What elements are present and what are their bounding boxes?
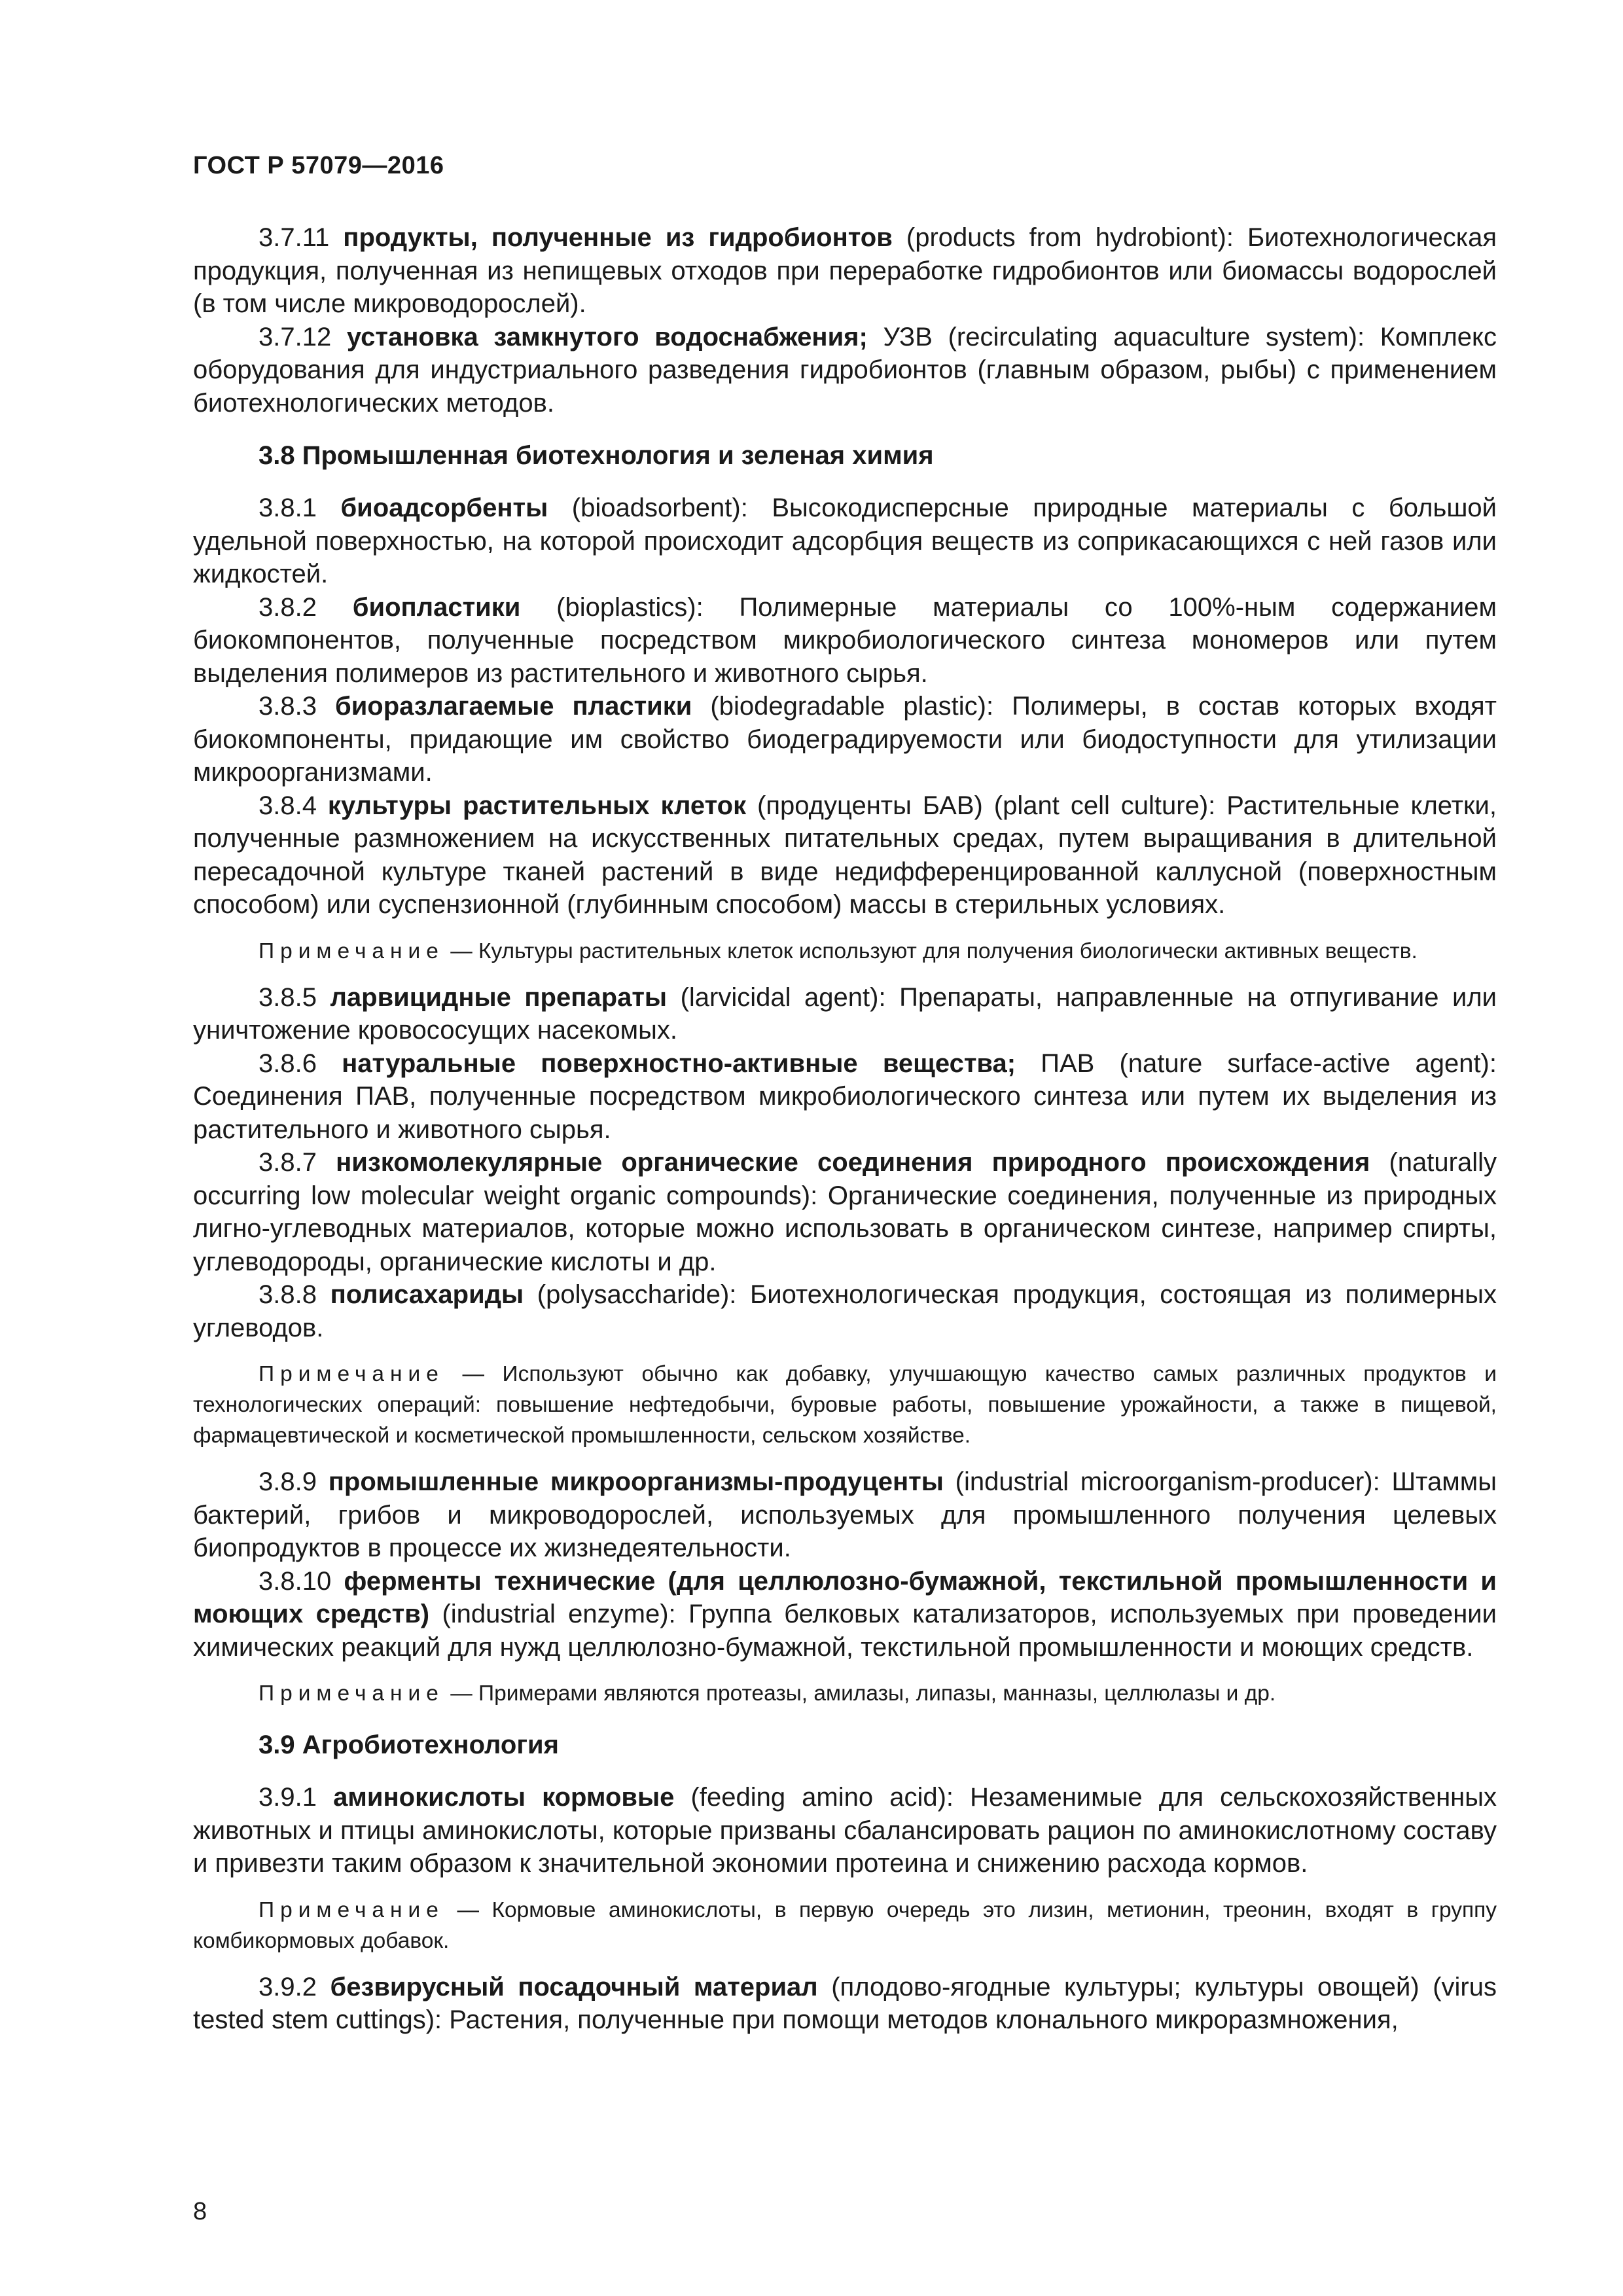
term-3-8-7: 3.8.7 низкомолекулярные органические соединения природного происхождения (naturally occurring low molecular weight organic compounds): Органические соединения, полученные из природных лигно-углеводных материалов, которые можно использовать в органическом синтезе, например спирты, углеводороды, органические кислоты и др. (193, 1148, 1497, 1276)
term-title: полисахариды (330, 1280, 524, 1309)
term-3-8-2: 3.8.2 биопластики (bioplastics): Полимерные материалы со 100%-ным содержанием биокомпонентов, полученные посредством микробиологического синтеза мономеров или путем выделения полимеров из растительного и животного сырья. (193, 592, 1497, 688)
note-label: Примечание (259, 939, 444, 963)
term-title: продукты, полученные из гидробионтов (343, 223, 893, 252)
term-title: аминокислоты кормовые (333, 1783, 675, 1812)
note-label: Примечание (259, 1362, 444, 1386)
term-3-8-6: 3.8.6 натуральные поверхностно-активные вещества; ПАВ (nature surface-active agent): Соединения ПАВ, полученные посредством микробиологического синтеза или путем их выделения из растительного и животного сырья. (193, 1049, 1497, 1144)
term-3-9-2: 3.9.2 безвирусный посадочный материал (плодово-ягодные культуры; культуры овощей) (virus tested stem cuttings): Растения, полученные при помощи методов клонального микроразмножения, (193, 1972, 1497, 2034)
term-title: безвирусный посадочный материал (330, 1972, 818, 2001)
page-number: 8 (193, 2198, 207, 2225)
note-3-8-10: Примечание — Примерами являются протеазы, амилазы, липазы, манназы, целлюлазы и др. (259, 1681, 1276, 1706)
note-3-8-8: Примечание — Используют обычно как добавку, улучшающую качество самых различных продуктов и технологических операций: повышение нефтедобычи, буровые работы, повышение урожайности, а также в пищевой, фармацевтической и косметической промышленности, сельском хозяйстве. (193, 1362, 1497, 1448)
term-3-9-1: 3.9.1 аминокислоты кормовые (feeding amino acid): Незаменимые для сельскохозяйственных животных и птицы аминокислоты, которые призваны сбалансировать рацион по аминокислотному составу и привезти таким образом к значительной экономии протеина и снижению расхода кормов. (193, 1783, 1497, 1878)
term-3-8-3: 3.8.3 биоразлагаемые пластики (biodegradable plastic): Полимеры, в состав которых входят биокомпоненты, придающие им свойство биодеградируемости или биодоступности для утилизации микроорганизмами. (193, 692, 1497, 787)
term-3-8-10: 3.8.10 ферменты технические (для целлюлозно-бумажной, текстильной промышленности и моющих средств) (industrial enzyme): Группа белковых катализаторов, используемых при проведении химических реакций для нужд целлюлозно-бумажной, текстильной промышленности и моющих средств. (193, 1566, 1497, 1662)
term-title: промышленные микроорганизмы-продуценты (328, 1467, 944, 1496)
term-title: ларвицидные препараты (330, 982, 668, 1012)
term-title: натуральные поверхностно-активные вещества; (342, 1049, 1016, 1078)
term-title: ферменты технические (для целлюлозно-бумажной, текстильной промышленности и моющих средств) (193, 1566, 1497, 1628)
term-3-8-4: 3.8.4 культуры растительных клеток (продуценты БАВ) (plant cell culture): Растительные клетки, полученные размножением на искусственных питательных средах, путем выращивания в длительной пересадочной культуре тканей растений в виде недифференцированной каллусной (поверхностным способом) или суспензионной (глубинным способом) массы в стерильных условиях. (193, 791, 1497, 919)
term-title: биоразлагаемые пластики (334, 692, 692, 721)
term-3-8-9: 3.8.9 промышленные микроорганизмы-продуценты (industrial microorganism-producer): Штаммы бактерий, грибов и микроводорослей, используемых для промышленного получения целевых биопродуктов в процессе их жизнедеятельности. (193, 1467, 1497, 1562)
note-label: Примечание (259, 1681, 444, 1706)
section-heading-3-9: 3.9 Агробиотехнология (259, 1731, 559, 1759)
section-heading-3-8: 3.8 Промышленная биотехнология и зеленая химия (259, 441, 934, 470)
term-title: биопластики (352, 592, 521, 622)
term-title: установка замкнутого водоснабжения; (346, 322, 868, 351)
term-title: культуры растительных клеток (327, 791, 747, 820)
note-3-8-4: Примечание — Культуры растительных клеток используют для получения биологически активных веществ. (259, 939, 1418, 963)
term-3-8-5: 3.8.5 ларвицидные препараты (larvicidal agent): Препараты, направленные на отпугивание или уничтожение кровососущих насекомых. (193, 982, 1497, 1045)
document-body (193, 221, 1497, 2037)
term-title: биоадсорбенты (340, 493, 548, 522)
document-code-header: ГОСТ Р 57079—2016 (193, 152, 444, 179)
term-3-8-1: 3.8.1 биоадсорбенты (bioadsorbent): Высокодисперсные природные материалы с большой удельной поверхностью, на которой происходит адсорбция веществ из соприкасающихся с ней газов или жидкостей. (193, 493, 1497, 588)
note-3-9-1: Примечание — Кормовые аминокислоты, в первую очередь это лизин, метионин, треонин, входят в группу комбикормовых добавок. (193, 1897, 1497, 1953)
term-3-8-8: 3.8.8 полисахариды (polysaccharide): Биотехнологическая продукция, состоящая из полимерных углеводов. (193, 1280, 1497, 1342)
term-3-7-12: 3.7.12 установка замкнутого водоснабжения; УЗВ (recirculating aquaculture system): Комплекс оборудования для индустриального разведения гидробионтов (главным образом, рыбы) с применением биотехнологических методов. (193, 322, 1497, 418)
note-label: Примечание (259, 1897, 444, 1922)
term-title: низкомолекулярные органические соединения природного происхождения (336, 1148, 1370, 1177)
term-3-7-11: 3.7.11 продукты, полученные из гидробионтов (products from hydrobiont): Биотехнологическая продукция, полученная из непищевых отходов при переработке гидробионтов или биомассы водорослей (в том числе микроводорослей). (193, 223, 1497, 318)
